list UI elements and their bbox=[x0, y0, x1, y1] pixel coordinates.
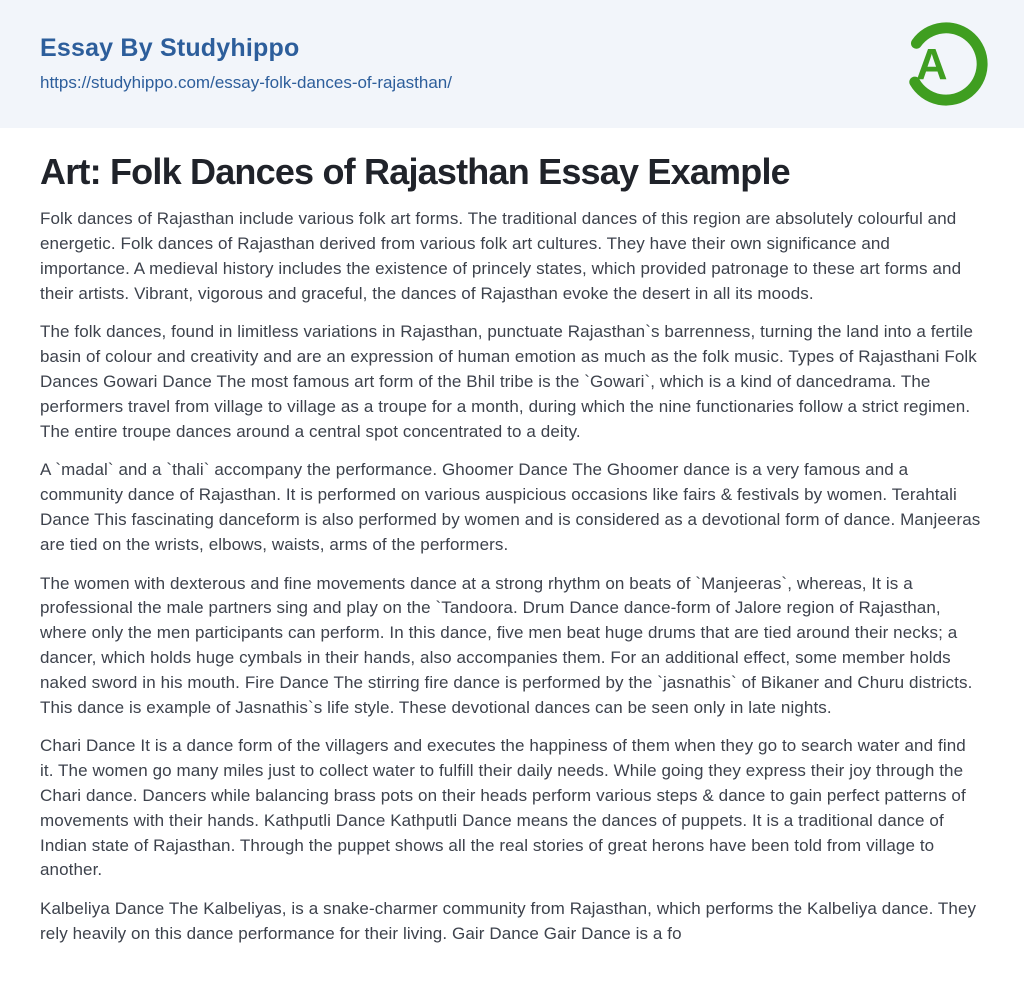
page-title: Art: Folk Dances of Rajasthan Essay Example bbox=[40, 151, 790, 192]
logo-letter: A bbox=[915, 40, 948, 90]
essay-paragraph-3: A `madal` and a `thali` accompany the performance. Ghoomer Dance The Ghoomer dance is a very famous and a community dance of Rajasthan. It is performed on various auspicious occasions like fairs & festivals by women. Terahtali Dance This fascinating danceform is also performed by women and is considered as a devotional form of dance. Manjeeras are tied on the wrists, elbows, waists, arms of the performers. bbox=[40, 460, 981, 554]
page-url-link[interactable]: https://studyhippo.com/essay-folk-dances-of-rajasthan/ bbox=[40, 73, 452, 93]
essay-paragraph-2: The folk dances, found in limitless variations in Rajasthan, punctuate Rajasthan`s barrenness, turning the land into a fertile basin of colour and creativity and are an expression of human emotion as much as the folk music. Types of Rajasthani Folk Dances Gowari Dance The most famous art form of the Bhil tribe is the `Gowari`, which is a kind of dancedrama. The performers travel from village to village as a troupe for a month, during which the nine functionaries follow a strict regimen. The entire troupe dances around a central spot concentrated to a deity. bbox=[40, 322, 977, 441]
header-text-block bbox=[40, 34, 452, 93]
essay-paragraph-1: Folk dances of Rajasthan include various folk art forms. The traditional dances of this region are absolutely colourful and energetic. Folk dances of Rajasthan derived from various folk art cultures. They have their own significance and importance. A medieval history includes the existence of princely states, which provided patronage to these art forms and their artists. Vibrant, vigorous and graceful, the dances of Rajasthan evoke the desert in all its moods. bbox=[40, 209, 962, 303]
site-label: Essay By Studyhippo bbox=[40, 34, 300, 63]
page-header bbox=[0, 0, 1024, 128]
essay-paragraph-5: Chari Dance It is a dance form of the villagers and executes the happiness of them when they go to search water and find it. The women go many miles just to collect water to fulfill their daily needs. While going they express their joy through the Chari dance. Dancers while balancing brass pots on their heads perform various steps & dance to gain perfect patterns of movements with their hands. Kathputli Dance Kathputli Dance means the dances of puppets. It is a traditional dance of Indian state of Rajasthan. Through the puppet shows all the real stories of great herons have been told from village to another. bbox=[40, 736, 966, 880]
studyhippo-logo-icon bbox=[904, 22, 988, 106]
essay-paragraph-6: Kalbeliya Dance The Kalbeliyas, is a snake-charmer community from Rajasthan, which performs the Kalbeliya dance. They rely heavily on this dance performance for their living. Gair Dance Gair Dance is a fo bbox=[40, 899, 977, 943]
essay-paragraph-4: The women with dexterous and fine movements dance at a strong rhythm on beats of `Manjeeras`, whereas, It is a professional the male partners sing and play on the `Tandoora. Drum Dance dance-form of Jalore region of Rajasthan, where only the men participants can perform. In this dance, five men beat huge drums that are tied around their necks; a dancer, which holds huge cymbals in their hands, also accompanies them. For an additional effect, some member holds naked sword in his mouth. Fire Dance The stirring fire dance is performed by the `jasnathis` of Bikaner and Churu districts. This dance is example of Jasnathis`s life style. These devotional dances can be seen only in late nights. bbox=[40, 573, 973, 717]
essay-article bbox=[0, 128, 1024, 947]
